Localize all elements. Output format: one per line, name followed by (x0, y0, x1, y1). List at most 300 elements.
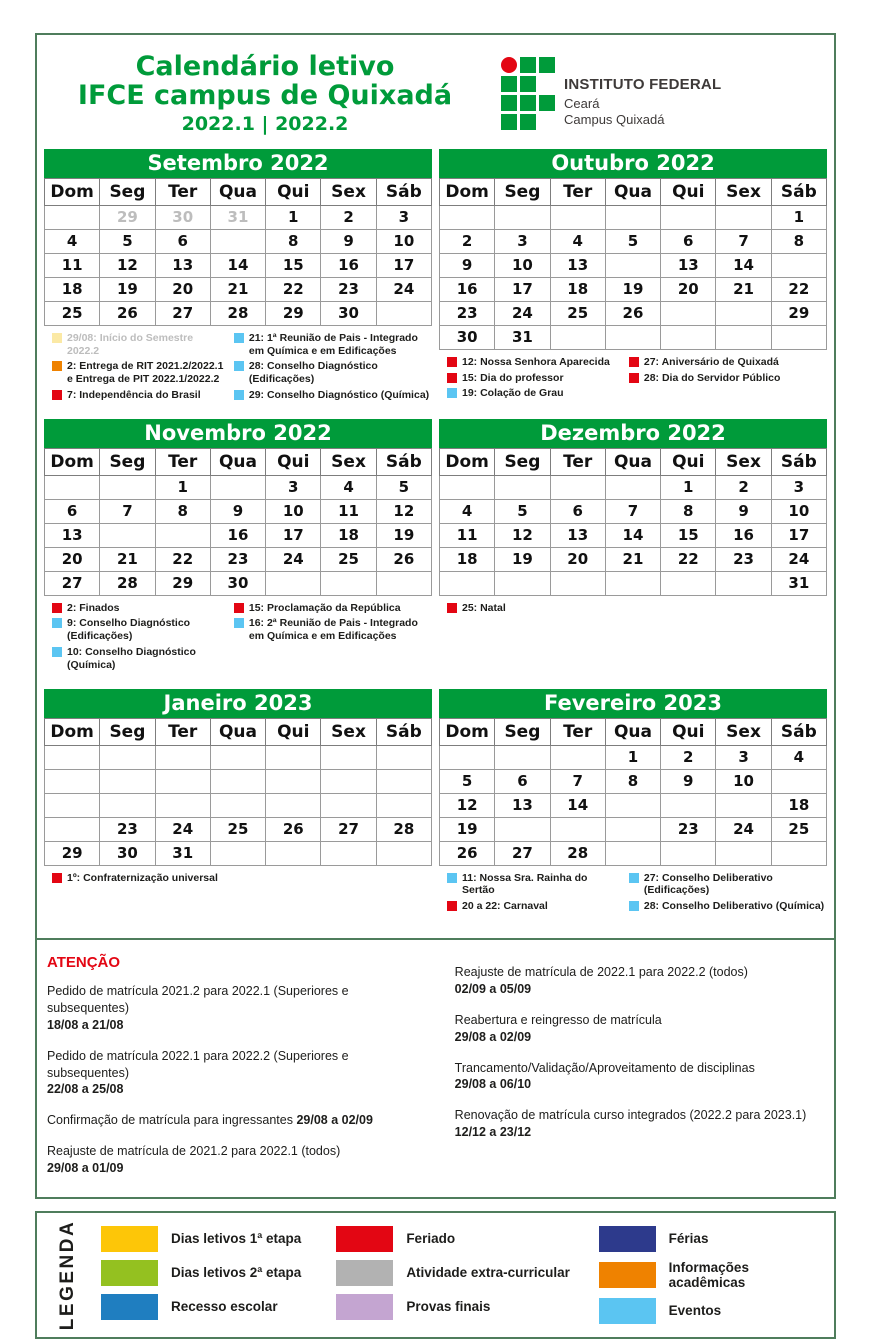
day-cell: 20 (321, 793, 376, 817)
day-cell: 11 (210, 769, 265, 793)
day-cell: 30 (440, 325, 495, 349)
week-row (45, 277, 432, 301)
weekday-header: Dom (45, 718, 100, 745)
day-cell: 21 (605, 547, 660, 571)
day-cell: 14 (376, 769, 431, 793)
title-semesters: 2022.1 | 2022.2 (181, 112, 349, 135)
day-cell: 30 (100, 841, 155, 865)
day-cell: 6 (321, 745, 376, 769)
day-cell: 18 (550, 277, 605, 301)
day-cell: 5 (495, 499, 550, 523)
weekday-header: Dom (45, 178, 100, 205)
day-cell: 19 (376, 523, 431, 547)
logo-state: Ceará (564, 95, 600, 111)
month-note (629, 872, 825, 898)
day-cell: 26 (376, 547, 431, 571)
day-cell: 15 (266, 253, 321, 277)
logo-text (564, 76, 721, 131)
note-color-swatch (52, 361, 62, 371)
day-cell: 22 (771, 277, 826, 301)
day-cell: 26 (266, 817, 321, 841)
note-color-swatch (447, 901, 457, 911)
weekday-header: Ter (550, 178, 605, 205)
attention-item-text: Reajuste de matrícula de 2022.1 para 2022.2 (todos) (454, 965, 748, 980)
day-cell: 16 (210, 523, 265, 547)
day-cell: 8 (45, 769, 100, 793)
day-cell (321, 571, 376, 595)
attention-item (455, 964, 822, 998)
note-text: 27: Aniversário de Quixadá (643, 355, 779, 368)
note-color-swatch (52, 647, 62, 657)
legend-color-swatch (336, 1226, 393, 1252)
month-note (629, 900, 825, 913)
month-notes-column (629, 356, 825, 403)
day-cell: 9 (321, 229, 376, 253)
note-color-swatch (52, 618, 62, 628)
day-cell: 6 (661, 229, 716, 253)
note-color-swatch (447, 873, 457, 883)
month-note (629, 356, 825, 369)
day-cell (550, 325, 605, 349)
day-cell: 19 (440, 817, 495, 841)
month-notes (439, 866, 827, 924)
month-table (44, 718, 432, 866)
month-title: Novembro 2022 (44, 419, 432, 448)
day-cell: 30 (716, 571, 771, 595)
day-cell: 29 (771, 301, 826, 325)
day-cell: 6 (550, 499, 605, 523)
legend-item (101, 1226, 326, 1252)
day-cell: 5 (376, 475, 431, 499)
weekday-header: Sex (716, 718, 771, 745)
day-cell: 23 (100, 817, 155, 841)
weekday-header: Qui (661, 448, 716, 475)
day-cell: 18 (771, 793, 826, 817)
day-cell: 18 (45, 277, 100, 301)
month-note (52, 872, 226, 885)
weekday-header: Sáb (771, 718, 826, 745)
day-cell: 25 (321, 547, 376, 571)
attention-item-dates: 12/12 a 23/12 (454, 1125, 532, 1140)
instituto-federal-logo-icon (501, 57, 555, 130)
weekday-header: Seg (100, 448, 155, 475)
month-novembro-2022 (44, 419, 432, 683)
day-cell: 8 (155, 499, 210, 523)
day-cell: 4 (45, 229, 100, 253)
month-note (52, 602, 226, 615)
day-cell (376, 571, 431, 595)
day-cell (716, 841, 771, 865)
day-cell: 10 (771, 499, 826, 523)
weekday-row (45, 718, 432, 745)
attention-item (455, 1060, 822, 1094)
note-text: 16: 2ª Reunião de Pais - Integrado em Química e em Edificações (248, 617, 418, 643)
day-cell: 24 (495, 301, 550, 325)
months-grid (37, 149, 834, 938)
day-cell: 15 (605, 793, 660, 817)
weekday-row (440, 448, 827, 475)
note-text: 27: Conselho Deliberativo (Edificações) (643, 871, 773, 897)
month-note (447, 602, 621, 615)
day-cell (771, 325, 826, 349)
day-cell: 30 (321, 301, 376, 325)
legend-item (336, 1260, 588, 1286)
day-cell: 25 (45, 301, 100, 325)
day-cell: 9 (100, 769, 155, 793)
note-color-swatch (234, 603, 244, 613)
month-table (44, 448, 432, 596)
day-cell: 27 (155, 301, 210, 325)
note-text: 29/08: Início do Semestre 2022.2 (67, 331, 194, 357)
day-cell: 8 (771, 229, 826, 253)
day-cell (661, 205, 716, 229)
weekday-header: Qua (605, 178, 660, 205)
note-color-swatch (629, 373, 639, 383)
attention-section (37, 938, 834, 1197)
attention-item (455, 1012, 822, 1046)
month-note (234, 332, 430, 358)
week-row (440, 841, 827, 865)
week-row (45, 793, 432, 817)
note-color-swatch (52, 873, 62, 883)
attention-item (455, 1107, 822, 1141)
legend-item (599, 1226, 824, 1252)
day-cell: 12 (440, 793, 495, 817)
weekday-row (45, 178, 432, 205)
month-note (52, 332, 226, 358)
day-cell: 12 (100, 253, 155, 277)
note-text: 20 a 22: Carnaval (462, 900, 548, 913)
day-cell (440, 745, 495, 769)
legend-item (336, 1294, 588, 1320)
day-cell (550, 745, 605, 769)
note-text: 12: Nossa Senhora Aparecida (462, 355, 610, 368)
day-cell: 13 (321, 769, 376, 793)
note-color-swatch (447, 373, 457, 383)
day-cell: 13 (495, 793, 550, 817)
month-notes-column (234, 332, 430, 405)
day-cell: 15 (771, 253, 826, 277)
weekday-header: Dom (440, 448, 495, 475)
day-cell: 24 (771, 547, 826, 571)
month-title: Outubro 2022 (439, 149, 827, 178)
day-cell (440, 475, 495, 499)
legend-color-swatch (101, 1294, 158, 1320)
weekday-header: Seg (495, 718, 550, 745)
week-row (45, 205, 432, 229)
day-cell (266, 841, 321, 865)
weekday-header: Sáb (376, 448, 431, 475)
attention-item-dates: 29/08 a 01/09 (47, 1161, 124, 1176)
week-row (45, 301, 432, 325)
day-cell: 23 (210, 547, 265, 571)
note-color-swatch (629, 901, 639, 911)
day-cell: 7 (716, 229, 771, 253)
day-cell: 17 (771, 523, 826, 547)
logo-institution: INSTITUTO FEDERAL (564, 75, 722, 93)
week-row (45, 499, 432, 523)
note-color-swatch (52, 603, 62, 613)
week-row (45, 475, 432, 499)
attention-item (47, 1112, 433, 1129)
day-cell: 2 (440, 229, 495, 253)
week-row (440, 547, 827, 571)
day-cell: 15 (155, 523, 210, 547)
attention-item-dates: 22/08 a 25/08 (47, 1082, 124, 1097)
note-color-swatch (447, 357, 457, 367)
note-text: 7: Independência do Brasil (67, 388, 201, 401)
weekday-header: Sex (321, 718, 376, 745)
month-note (52, 389, 226, 402)
day-cell: 31 (210, 205, 265, 229)
attention-item-text: Pedido de matrícula 2022.1 para 2022.2 (Superiores e subsequentes) (47, 1048, 349, 1080)
week-row (440, 571, 827, 595)
weekday-header: Seg (100, 718, 155, 745)
note-text: 15: Proclamação da República (248, 601, 401, 614)
month-outubro-2022 (439, 149, 827, 413)
month-notes (439, 350, 827, 411)
day-cell: 12 (495, 523, 550, 547)
day-cell (495, 205, 550, 229)
instituto-federal-logo (483, 57, 824, 130)
month-notes (44, 326, 432, 413)
day-cell: 5 (440, 769, 495, 793)
legend-color-swatch (336, 1294, 393, 1320)
day-cell: 31 (495, 325, 550, 349)
month-table (439, 718, 827, 866)
day-cell (321, 841, 376, 865)
month-notes-column (447, 872, 621, 916)
legend-column (336, 1226, 588, 1324)
week-row (440, 253, 827, 277)
month-note (234, 617, 430, 643)
day-cell: 29 (266, 301, 321, 325)
day-cell: 8 (661, 499, 716, 523)
month-note (234, 602, 430, 615)
month-title: Fevereiro 2023 (439, 689, 827, 718)
day-cell: 3 (376, 205, 431, 229)
day-cell: 13 (155, 253, 210, 277)
legend-column (101, 1226, 326, 1324)
month-notes-column (52, 872, 226, 888)
month-note (234, 360, 430, 386)
weekday-header: Qui (661, 178, 716, 205)
attention-item-dates: 29/08 a 02/09 (296, 1113, 373, 1128)
day-cell: 1 (266, 205, 321, 229)
month-notes-column (447, 356, 621, 403)
month-notes-column (629, 602, 825, 618)
day-cell (495, 745, 550, 769)
note-text: 21: 1ª Reunião de Pais - Integrado em Química e em Edificações (248, 331, 418, 357)
day-cell: 21 (550, 817, 605, 841)
day-cell: 1 (605, 745, 660, 769)
day-cell (661, 325, 716, 349)
day-cell: 2 (716, 475, 771, 499)
day-cell: 25 (440, 571, 495, 595)
note-text: 28: Conselho Deliberativo (Química) (643, 900, 825, 913)
day-cell: 3 (716, 745, 771, 769)
page-frame (35, 33, 836, 1199)
week-row (440, 229, 827, 253)
day-cell: 17 (376, 253, 431, 277)
day-cell: 30 (210, 571, 265, 595)
weekday-header: Ter (550, 718, 605, 745)
weekday-header: Sex (321, 178, 376, 205)
day-cell: 5 (605, 229, 660, 253)
day-cell: 21 (100, 547, 155, 571)
week-row (45, 571, 432, 595)
legend-item (336, 1226, 588, 1252)
attention-column-right (455, 954, 822, 1191)
week-row (440, 475, 827, 499)
day-cell: 3 (155, 745, 210, 769)
weekday-header: Qua (605, 718, 660, 745)
title-line-1: Calendário letivo (135, 51, 395, 82)
day-cell: 14 (550, 793, 605, 817)
week-row (45, 547, 432, 571)
day-cell: 3 (771, 475, 826, 499)
day-cell: 2 (661, 745, 716, 769)
day-cell: 13 (550, 253, 605, 277)
note-color-swatch (447, 603, 457, 613)
month-table (439, 448, 827, 596)
legend-color-swatch (101, 1260, 158, 1286)
week-row (45, 229, 432, 253)
day-cell (716, 205, 771, 229)
legend-item (599, 1298, 824, 1324)
legend-label: Provas finais (406, 1299, 491, 1315)
day-cell (210, 841, 265, 865)
week-row (440, 205, 827, 229)
month-notes (44, 596, 432, 683)
day-cell: 16 (716, 523, 771, 547)
note-color-swatch (234, 390, 244, 400)
month-notes-column (629, 872, 825, 916)
day-cell: 9 (716, 499, 771, 523)
legend-label: Informações acadêmicas (668, 1259, 749, 1290)
weekday-row (440, 718, 827, 745)
legend-label: Eventos (668, 1303, 722, 1319)
attention-heading: ATENÇÃO (47, 954, 121, 972)
day-cell (661, 841, 716, 865)
day-cell: 6 (155, 229, 210, 253)
day-cell: 16 (661, 793, 716, 817)
weekday-header: Dom (45, 448, 100, 475)
day-cell: 15 (661, 523, 716, 547)
day-cell: 7 (550, 769, 605, 793)
day-cell: 13 (661, 253, 716, 277)
day-cell: 24 (266, 547, 321, 571)
day-cell: 19 (605, 277, 660, 301)
day-cell: 11 (771, 769, 826, 793)
legend-title: LEGENDA (57, 1219, 78, 1331)
day-cell: 1 (661, 475, 716, 499)
attention-item-text: Trancamento/Validação/Aproveitamento de disciplinas (454, 1060, 755, 1075)
attention-item-text: Pedido de matrícula 2021.2 para 2022.1 (Superiores e subsequentes) (47, 984, 349, 1015)
note-color-swatch (234, 618, 244, 628)
day-cell (605, 475, 660, 499)
attention-item (47, 1048, 433, 1099)
day-cell: 27 (45, 571, 100, 595)
day-cell: 22 (266, 277, 321, 301)
day-cell: 2 (210, 475, 265, 499)
weekday-header: Qua (210, 718, 265, 745)
logo-red-circle (501, 57, 517, 73)
day-cell: 26 (100, 301, 155, 325)
weekday-header: Qui (266, 448, 321, 475)
weekday-header: Ter (550, 448, 605, 475)
month-setembro-2022 (44, 149, 432, 413)
weekday-header: Qui (266, 178, 321, 205)
note-text: 11: Nossa Sra. Rainha do Sertão (462, 871, 588, 897)
week-row (45, 253, 432, 277)
day-cell: 27 (495, 841, 550, 865)
day-cell (716, 325, 771, 349)
legend-color-swatch (599, 1226, 656, 1252)
day-cell: 13 (45, 523, 100, 547)
day-cell: 12 (266, 769, 321, 793)
logo-campus: Campus Quixadá (564, 112, 665, 128)
note-color-swatch (447, 388, 457, 398)
week-row (45, 817, 432, 841)
legend-label: Recesso escolar (171, 1299, 278, 1315)
day-cell: 4 (440, 499, 495, 523)
day-cell: 22 (45, 817, 100, 841)
month-notes-column (234, 872, 430, 888)
weekday-header: Sex (716, 448, 771, 475)
day-cell: 23 (661, 817, 716, 841)
day-cell: 28 (210, 301, 265, 325)
month-title: Setembro 2022 (44, 149, 432, 178)
day-cell: 28 (605, 571, 660, 595)
weekday-header: Sex (716, 178, 771, 205)
weekday-header: Sáb (376, 178, 431, 205)
day-cell: 26 (495, 571, 550, 595)
weekday-header: Dom (440, 718, 495, 745)
day-cell (376, 301, 431, 325)
day-cell: 2 (321, 205, 376, 229)
day-cell: 20 (495, 817, 550, 841)
day-cell: 22 (661, 547, 716, 571)
week-row (440, 817, 827, 841)
day-cell: 10 (376, 229, 431, 253)
day-cell: 21 (376, 793, 431, 817)
note-color-swatch (629, 873, 639, 883)
day-cell: 17 (716, 793, 771, 817)
day-cell: 7 (100, 499, 155, 523)
month-notes-column (52, 332, 226, 405)
day-cell: 9 (440, 253, 495, 277)
week-row (440, 325, 827, 349)
month-note (447, 356, 621, 369)
month-notes-column (52, 602, 226, 675)
day-cell (605, 205, 660, 229)
week-row (45, 745, 432, 769)
day-cell (550, 205, 605, 229)
weekday-header: Ter (155, 718, 210, 745)
day-cell: 10 (266, 499, 321, 523)
day-cell: 24 (376, 277, 431, 301)
day-cell: 16 (440, 277, 495, 301)
month-note (629, 372, 825, 385)
note-color-swatch (52, 333, 62, 343)
month-title: Janeiro 2023 (44, 689, 432, 718)
day-cell: 8 (605, 769, 660, 793)
day-cell: 29 (45, 841, 100, 865)
legend-grid (89, 1226, 824, 1324)
note-text: 25: Natal (462, 601, 506, 614)
day-cell: 16 (321, 253, 376, 277)
